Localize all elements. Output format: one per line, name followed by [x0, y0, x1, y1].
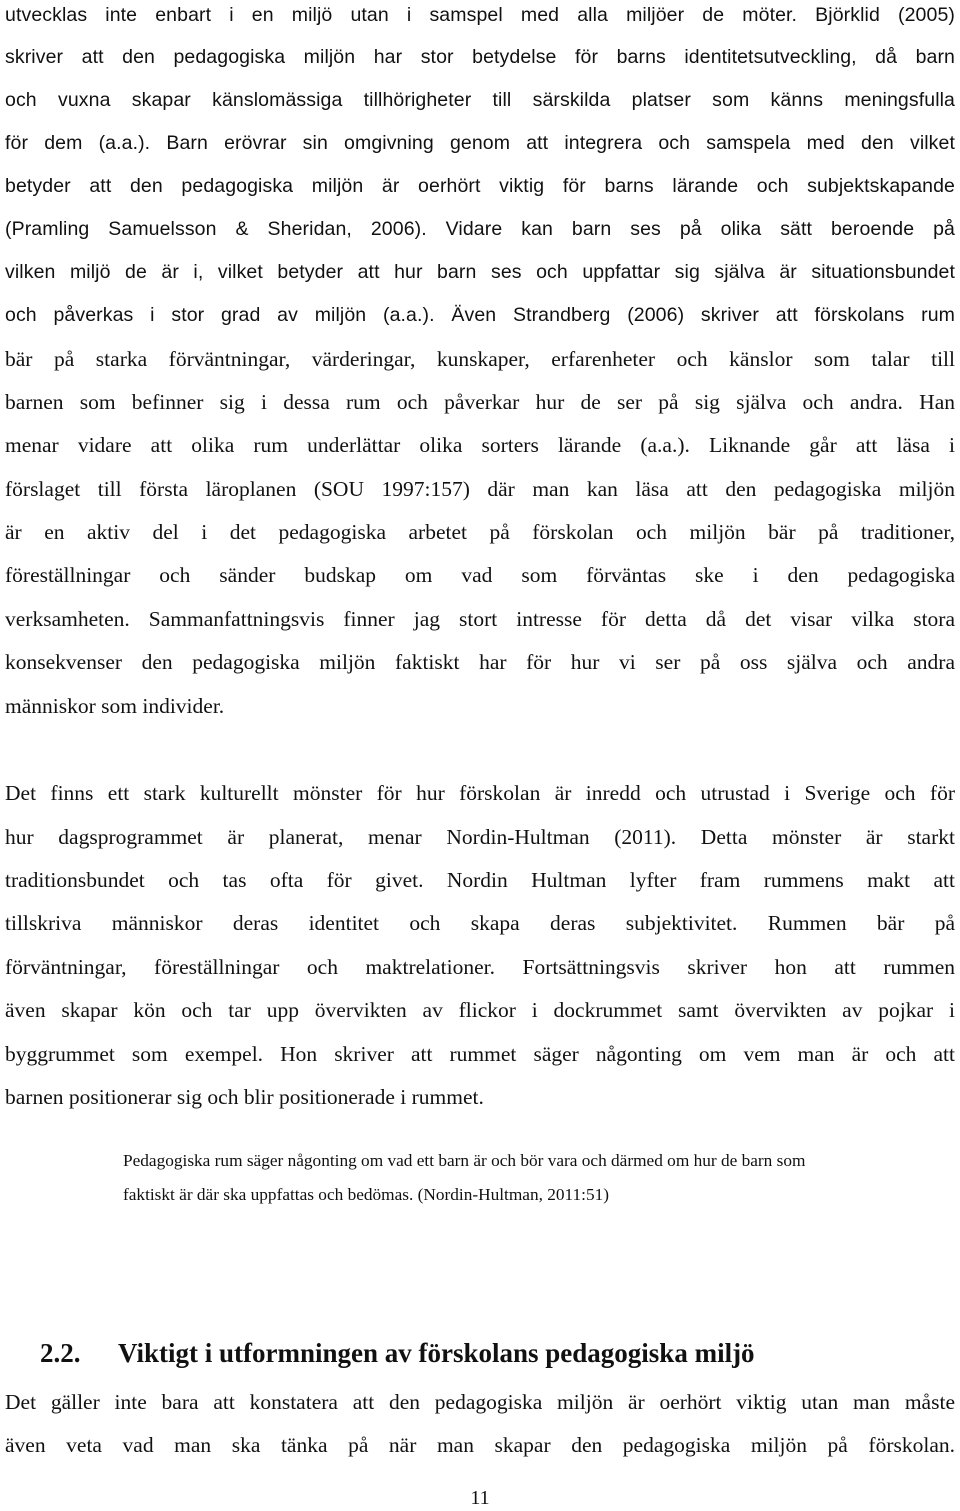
paragraph-1-line-3: och vuxna skapar känslomässiga tillhörigheter till särskilda platser som känns meningsfulla: [5, 89, 955, 111]
paragraph-3-line-2: även veta vad man ska tänka på när man skapar den pedagogiska miljön på förskolan.: [5, 1433, 955, 1457]
paragraph-1-line-16: konsekvenser den pedagogiska miljön faktiskt har för hur vi ser på oss själva och andra: [5, 650, 955, 674]
paragraph-1-line-10: barnen som befinner sig i dessa rum och påverkar hur de ser på sig själva och andra. Han: [5, 390, 955, 414]
section-title: Viktigt i utformningen av förskolans pedagogiska miljö: [118, 1338, 755, 1368]
paragraph-1-line-1: utvecklas inte enbart i en miljö utan i samspel med alla miljöer de möter. Björklid (2005): [5, 4, 955, 26]
paragraph-1-line-17: människor som individer.: [5, 694, 225, 718]
paragraph-1-line-15: verksamheten. Sammanfattningsvis finner jag stort intresse för detta då det visar vilka stora: [5, 607, 955, 631]
block-quote-line-1: Pedagogiska rum säger någonting om vad ett barn är och bör vara och därmed om hur de barn som: [123, 1151, 806, 1170]
paragraph-1-line-6: (Pramling Samuelsson & Sheridan, 2006). Vidare kan barn ses på olika sätt beroende på: [5, 218, 955, 240]
paragraph-3-line-1: Det gäller inte bara att konstatera att den pedagogiska miljön är oerhört viktig utan man måste: [5, 1390, 955, 1414]
paragraph-2-line-5: förväntningar, föreställningar och maktrelationer. Fortsättningsvis skriver hon att rummen: [5, 955, 955, 979]
paragraph-2-line-4: tillskriva människor deras identitet och skapa deras subjektivitet. Rummen bär på: [5, 911, 955, 935]
paragraph-1-line-13: är en aktiv del i det pedagogiska arbetet på förskolan och miljön bär på traditioner,: [5, 520, 955, 544]
paragraph-1-line-12: förslaget till första läroplanen (SOU 1997:157) där man kan läsa att den pedagogiska miljön: [5, 477, 955, 501]
block-quote-line-2: faktiskt är där ska uppfattas och bedömas. (Nordin-Hultman, 2011:51): [123, 1185, 609, 1204]
paragraph-2-line-8: barnen positionerar sig och blir positionerade i rummet.: [5, 1085, 484, 1109]
paragraph-1-line-8: och påverkas i stor grad av miljön (a.a.). Även Strandberg (2006) skriver att förskolans rum: [5, 304, 955, 326]
paragraph-1-line-2: skriver att den pedagogiska miljön har stor betydelse för barns identitetsutveckling, då barn: [5, 46, 955, 68]
paragraph-1-line-7: vilken miljö de är i, vilket betyder att hur barn ses och uppfattar sig själva är situationsbundet: [5, 261, 955, 283]
paragraph-2-line-6: även skapar kön och tar upp övervikten av flickor i dockrummet samt övervikten av pojkar i: [5, 998, 955, 1022]
paragraph-2-line-3: traditionsbundet och tas ofta för givet. Nordin Hultman lyfter fram rummens makt att: [5, 868, 955, 892]
section-number: 2.2.: [40, 1338, 81, 1368]
page-number: 11: [470, 1487, 490, 1509]
paragraph-2-line-7: byggrummet som exempel. Hon skriver att rummet säger någonting om vem man är och att: [5, 1042, 955, 1066]
section-heading: [40, 1336, 755, 1370]
paragraph-1-line-5: betyder att den pedagogiska miljön är oerhört viktig för barns lärande och subjektskapande: [5, 175, 955, 197]
paragraph-1-line-4: för dem (a.a.). Barn erövrar sin omgivning genom att integrera och samspela med den vilket: [5, 132, 955, 154]
paragraph-1-line-14: föreställningar och sänder budskap om vad som förväntas ske i den pedagogiska: [5, 563, 955, 587]
paragraph-2-line-1: Det finns ett stark kulturellt mönster för hur förskolan är inredd och utrustad i Sverige och för: [5, 781, 955, 805]
paragraph-1-line-9: bär på starka förväntningar, värderingar, kunskaper, erfarenheter och känslor som talar till: [5, 347, 955, 371]
paragraph-2-line-2: hur dagsprogrammet är planerat, menar Nordin-Hultman (2011). Detta mönster är starkt: [5, 825, 955, 849]
paragraph-1-line-11: menar vidare att olika rum underlättar olika sorters lärande (a.a.). Liknande går att läsa i: [5, 433, 955, 457]
